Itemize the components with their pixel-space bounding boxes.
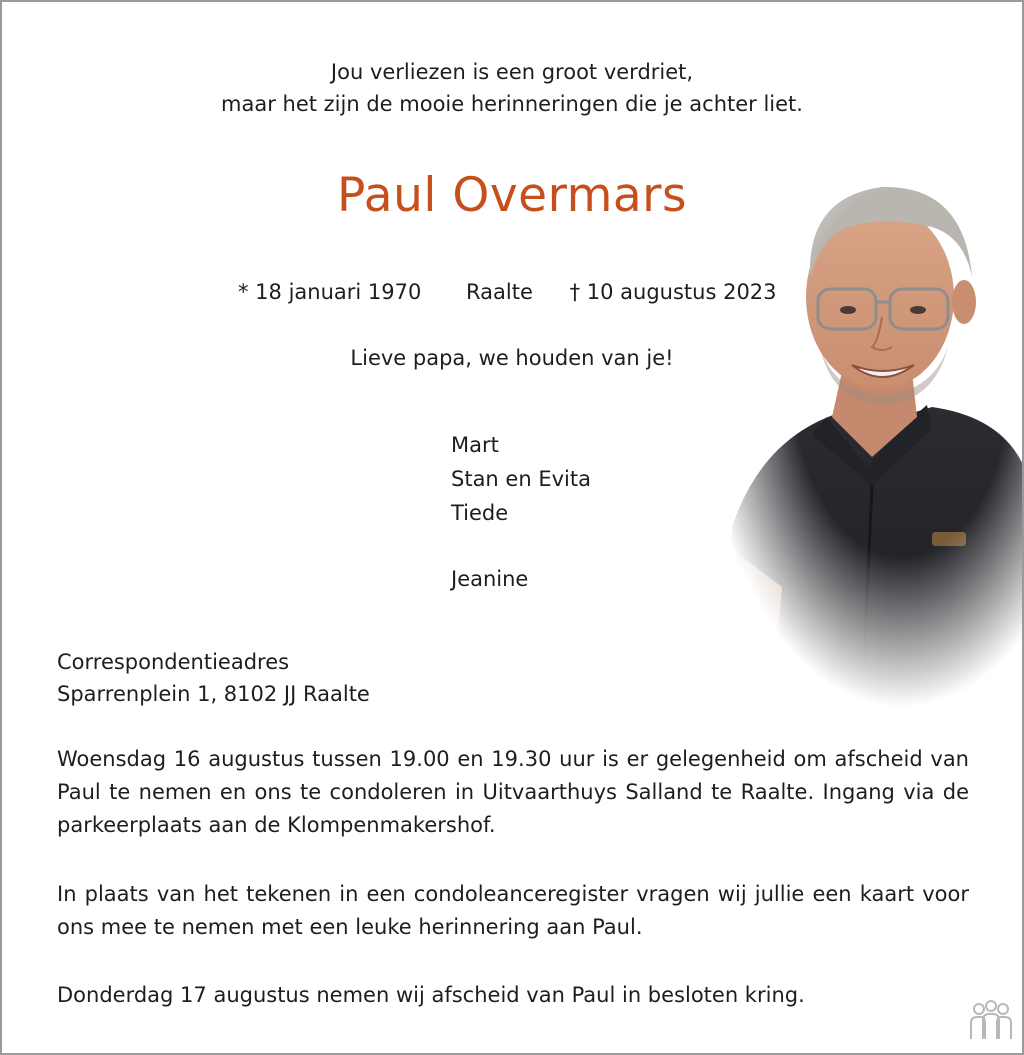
birth-date: * 18 januari 1970 xyxy=(238,280,422,304)
death-date: † 10 augustus 2023 xyxy=(569,280,777,304)
card-request-paragraph: In plaats van het tekenen in een condoleanceregister vragen wij jullie een kaart voor ons mee te nemen met een leuke herinnering aan Paul. xyxy=(57,882,969,939)
people-group-icon xyxy=(967,999,1015,1043)
life-dates xyxy=(238,280,777,304)
family-message: Lieve papa, we houden van je! xyxy=(350,346,674,370)
correspondence-label: Correspondentieadres xyxy=(57,650,290,674)
correspondence-block xyxy=(57,646,370,710)
opening-quote xyxy=(2,56,1022,120)
family-name: Tiede xyxy=(451,501,509,525)
family-name: Stan en Evita xyxy=(451,467,591,491)
correspondence-address: Sparrenplein 1, 8102 JJ Raalte xyxy=(57,682,370,706)
place-name: Raalte xyxy=(466,280,533,304)
portrait-photo xyxy=(702,167,1024,707)
funeral-paragraph: Donderdag 17 augustus nemen wij afscheid van Paul in besloten kring. xyxy=(57,983,805,1007)
quote-line-1: Jou verliezen is een groot verdriet, xyxy=(330,60,694,84)
visitation-paragraph: Woensdag 16 augustus tussen 19.00 en 19.30 uur is er gelegenheid om afscheid van Paul te nemen en ons te condoleren in Uitvaarthuys Salland te Raalte. Ingang via de parkeerplaats aan de Klompenmakershof. xyxy=(57,747,969,837)
family-name: Mart xyxy=(451,433,499,457)
family-names xyxy=(451,428,591,596)
deceased-name: Paul Overmars xyxy=(337,168,687,223)
quote-line-2: maar het zijn de mooie herinneringen die je achter liet. xyxy=(221,92,803,116)
partner-name: Jeanine xyxy=(451,567,529,591)
